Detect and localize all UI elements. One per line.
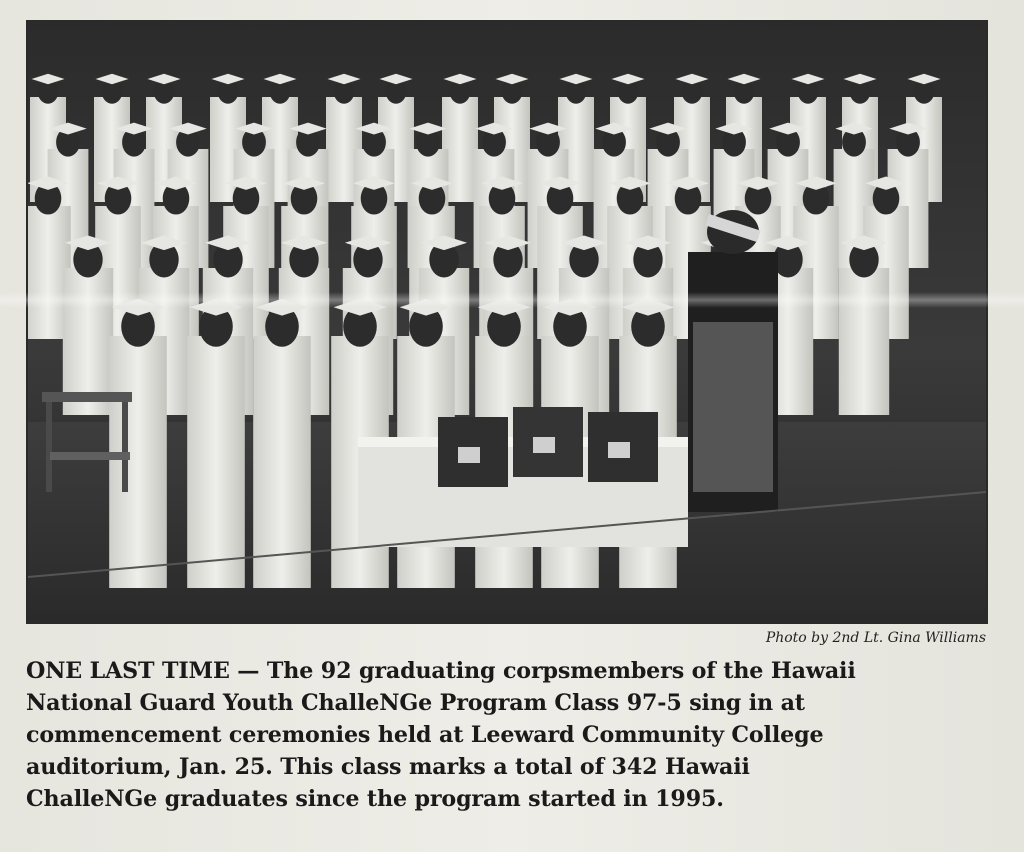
graduate-gown [839, 268, 889, 415]
graduation-photo [26, 20, 988, 624]
photo-caption [26, 655, 988, 815]
conductor-figure [688, 210, 778, 512]
caption-line: ONE LAST TIME — The 92 graduating corpsmembers of the Hawaii [26, 658, 856, 684]
caption-line: ChalleNGe graduates since the program started in 1995. [26, 786, 724, 812]
photo-illustration [28, 22, 986, 622]
graduate-gown [109, 336, 167, 588]
photo-credit: Photo by 2nd Lt. Gina Williams [765, 630, 986, 646]
caption-line: auditorium, Jan. 25. This class marks a total of 342 Hawaii [26, 754, 750, 780]
caption-line: National Guard Youth ChalleNGe Program Class 97-5 sing in at [26, 690, 805, 716]
caption-line: commencement ceremonies held at Leeward Community College [26, 722, 824, 748]
graduate-gown [187, 336, 245, 588]
graduate-gown [253, 336, 311, 588]
